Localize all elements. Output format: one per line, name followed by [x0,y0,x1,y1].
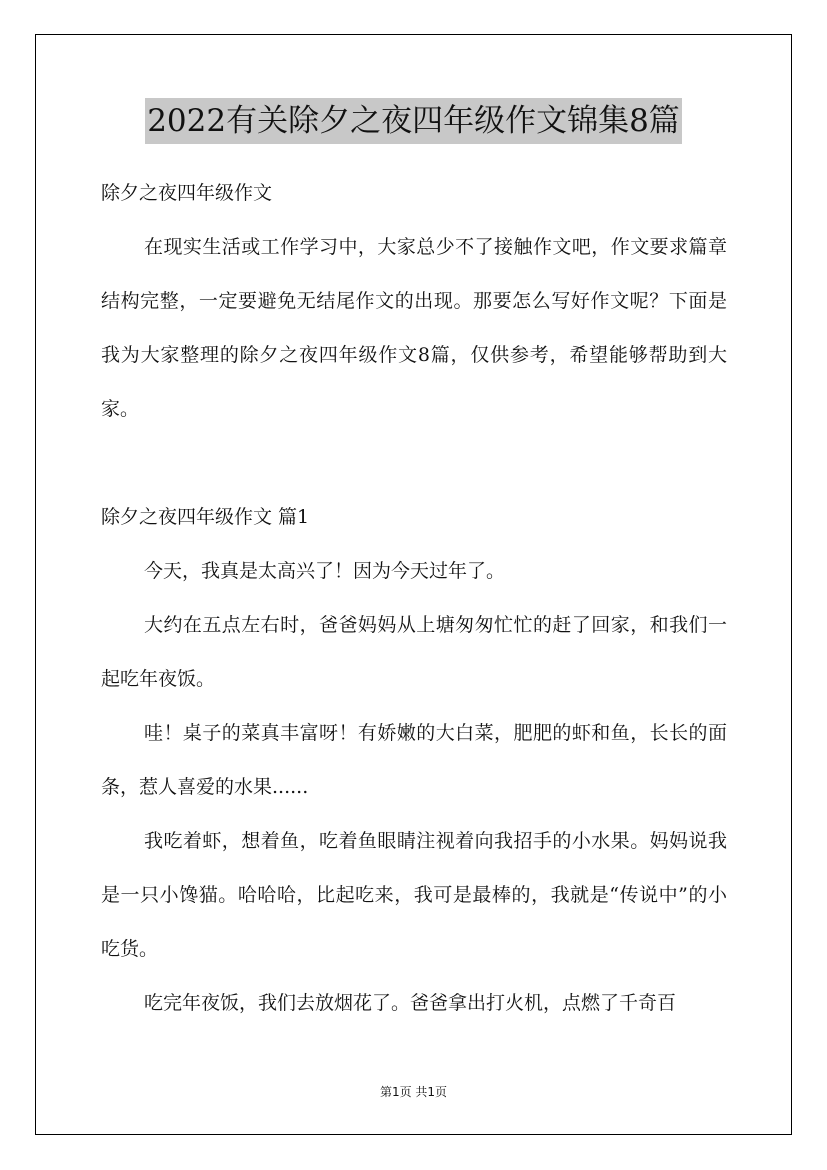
body-paragraph: 今天，我真是太高兴了！因为今天过年了。 [144,560,506,582]
document-title [0,96,827,146]
document-title-text: 2022有关除夕之夜四年级作文锦集8篇 [145,98,682,144]
section-heading: 除夕之夜四年级作文 [101,182,273,204]
body-paragraph: 我吃着虾，想着鱼，吃着鱼眼睛注视着向我招手的小水果。妈妈说我是一只小馋猫。哈哈哈，比起吃来，我可是最棒的，我就是“传说中”的小吃货。 [101,830,727,960]
blank-line [101,436,727,490]
body-paragraph: 哇！桌子的菜真丰富呀！有娇嫩的大白菜，肥肥的虾和鱼，长长的面条，惹人喜爱的水果...... [101,722,727,798]
body-paragraph: 吃完年夜饭，我们去放烟花了。爸爸拿出打火机，点燃了千奇百 [144,992,677,1014]
body-paragraph: 大约在五点左右时，爸爸妈妈从上塘匆匆忙忙的赶了回家，和我们一起吃年夜饭。 [101,614,727,690]
page-footer: 第1页 共1页 [379,1085,448,1099]
article-heading: 除夕之夜四年级作文 篇1 [101,506,310,528]
intro-paragraph: 在现实生活或工作学习中，大家总少不了接触作文吧，作文要求篇章结构完整，一定要避免无结尾作文的出现。那要怎么写好作文呢？下面是我为大家整理的除夕之夜四年级作文8篇，仅供参考，希望能够帮助到大家。 [101,236,727,420]
document-body [101,166,727,1030]
